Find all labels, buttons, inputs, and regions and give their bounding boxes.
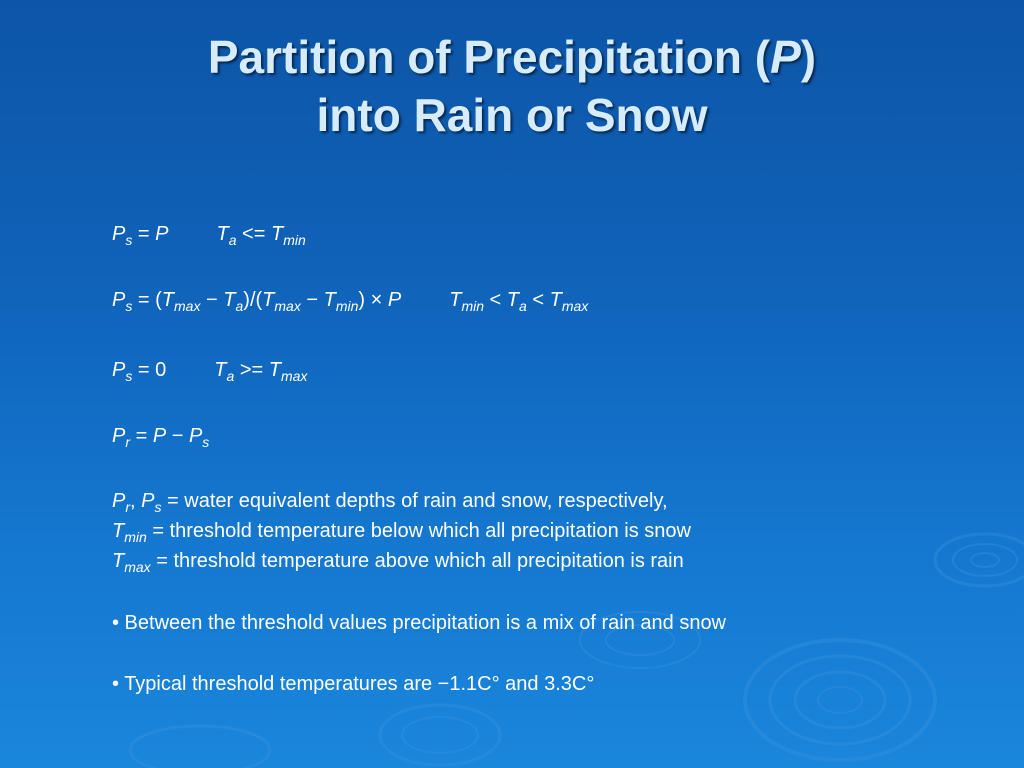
bullet-thresholds: • Typical threshold temperatures are −1.1C° and 3.3C° bbox=[112, 673, 595, 695]
definition-tmax: $T_{max}$ = threshold temperature above which all precipitation is rain bbox=[112, 550, 684, 575]
definition-depths: $P_r$, $P_s$ = water equivalent depths of rain and snow, respectively, bbox=[112, 490, 668, 515]
title-line-2: into Rain or Snow bbox=[316, 89, 708, 141]
equation-rain: $P_r = P - P_s$ bbox=[112, 425, 210, 450]
definition-tmin: $T_{min}$ = threshold temperature below which all precipitation is snow bbox=[112, 520, 691, 545]
definitions-block bbox=[112, 486, 691, 576]
equation-snow-full: $P_s = P$ $T_a <= T_{min}$ bbox=[112, 223, 306, 248]
title-line-1: Partition of Precipitation (P) bbox=[207, 31, 817, 83]
equation-snow-zero: $P_s = 0$ $T_a >= T_{max}$ bbox=[112, 359, 308, 384]
slide-title bbox=[0, 28, 1024, 144]
equation-snow-mixed: $P_s = (T_{max} - T_a)/(T_{max} - T_{min}) \times P$ $T_{min} < T_a < T_{max}$ bbox=[112, 289, 589, 314]
bullet-mix: • Between the threshold values precipitation is a mix of rain and snow bbox=[112, 612, 727, 634]
